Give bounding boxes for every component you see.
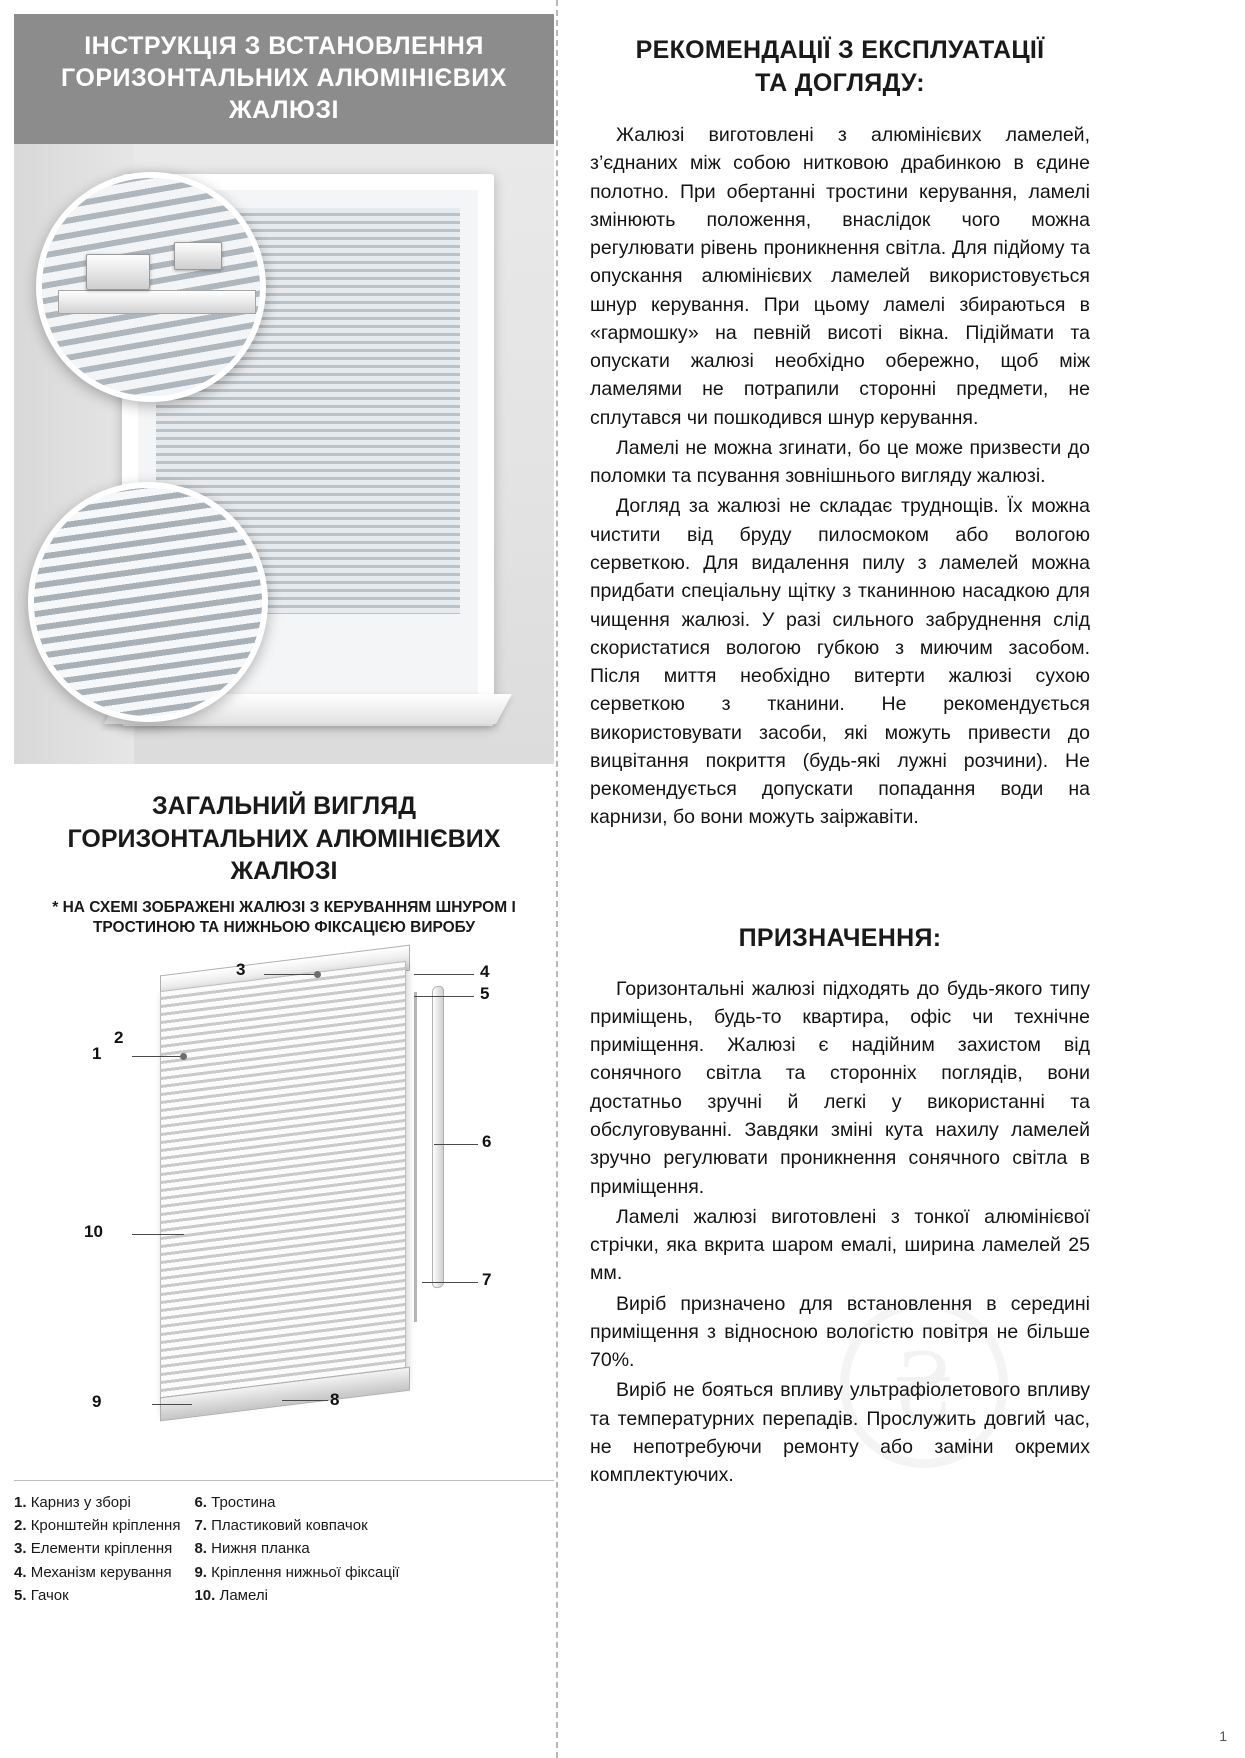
left-column [14, 14, 554, 1607]
legend-number: 3. [14, 1540, 27, 1558]
legend-item [14, 1491, 180, 1514]
overview-title-line2: ГОРИЗОНТАЛЬНИХ АЛЮМІНІЄВИХ [67, 824, 501, 853]
care-paragraph: Догляд за жалюзі не складає труднощів. Їх можна чистити від бруду пилосмоком або вологою серветкою. Для видалення пилу з ламелей можна придбати спеціальну щітку з тканинною насадкою для чищення жалюзі. У разі сильного забруднення слід скористатися вологою губкою з миючим засобом. Після миття необхідно витерти жалюзі сухою серветкою з тканини. Не рекомендується використовувати засоби, які можуть привести до вицвітання покриття (будь-які лужні розчини). Не рекомендується допускати попадання води на карнизи, бо вони можуть заіржавіти. [590, 495, 1090, 829]
legend-text: Гачок [30, 1586, 69, 1604]
fold-line [556, 0, 558, 1758]
care-title-line2: ТА ДОГЛЯДУ: [755, 68, 925, 97]
legend-number: 9. [194, 1563, 207, 1581]
legend-number: 4. [14, 1563, 27, 1581]
legend-text: Нижня планка [211, 1540, 310, 1558]
care-paragraph: Ламелі не можна згинати, бо це може призвести до поломки та псування зовнішнього вигляду жалюзі. [590, 436, 1090, 488]
callout-9: 9 [92, 1391, 102, 1411]
diagram-wand [432, 985, 444, 1288]
legend-item [194, 1514, 399, 1537]
leader-6 [434, 1144, 478, 1145]
legend-column-right [194, 1491, 399, 1607]
instruction-header-line2: ГОРИЗОНТАЛЬНИХ АЛЮМІНІЄВИХ [61, 64, 507, 92]
diagram-slats [160, 961, 406, 1413]
legend-text: Тростина [211, 1493, 276, 1511]
legend-number: 7. [194, 1517, 207, 1535]
mounting-bracket-1 [86, 254, 150, 290]
detail-slats-top [36, 172, 266, 402]
overview-subtitle [14, 898, 554, 938]
callout-4: 4 [480, 961, 490, 981]
leader-9 [152, 1404, 192, 1405]
overview-title-line3: ЖАЛЮЗІ [230, 857, 338, 885]
care-title [590, 34, 1090, 99]
leader-1-2 [132, 1056, 184, 1057]
diagram-legend [14, 1480, 554, 1607]
legend-item [14, 1514, 180, 1537]
page-number: 1 [1219, 1728, 1227, 1744]
legend-number: 6. [194, 1493, 207, 1511]
purpose-paragraph: Виріб призначено для встановлення в середині приміщення з відносною вологістю повітря не більше 70%. [590, 1292, 1090, 1372]
legend-number: 5. [14, 1586, 27, 1604]
care-paragraph: Жалюзі виготовлені з алюмінієвих ламелей, з’єднаних між собою нитковою драбинкою в єдине полотно. При обертанні тростини керування, ламелі змінюють положення, внаслідок чого можна регулювати рівень проникнення світла. Для підйому та опускання алюмінієвих ламелей використовується шнур керування. При цьому ламелі збираються в «гармошку» на певній висоті вікна. Підіймати та опускати жалюзі необхідно обережно, щоб між ламелями не потрапили сторонні предмети, не сплутався чи пошкодився шнур керування. [590, 124, 1090, 429]
right-column [590, 34, 1090, 1491]
callout-8: 8 [330, 1389, 340, 1409]
legend-number: 10. [194, 1586, 216, 1604]
purpose-paragraph: Виріб не бояться впливу ультрафіолетового впливу та температурних перепадів. Прослужить довгий час, не непотребуючи ремонту або заміни окремих комплектуючих. [590, 1379, 1090, 1487]
callout-3: 3 [236, 959, 246, 979]
legend-text: Кронштейн кріплення [30, 1517, 181, 1535]
callout-2: 2 [114, 1027, 124, 1047]
callout-10: 10 [84, 1221, 103, 1241]
purpose-paragraph: Ламелі жалюзі виготовлені з тонкої алюмінієвої стрічки, яка вкрита шаром емалі, ширина ламелей 25 мм. [590, 1205, 1090, 1285]
blind-diagram [14, 952, 554, 1472]
legend-item [194, 1561, 399, 1584]
headrail [58, 290, 256, 314]
installation-photo [14, 144, 554, 764]
legend-number: 2. [14, 1517, 27, 1535]
callout-7: 7 [482, 1269, 492, 1289]
legend-column-left [14, 1491, 180, 1607]
callout-1: 1 [92, 1043, 102, 1063]
callout-5: 5 [480, 983, 490, 1003]
detail-circle-bottom [28, 482, 268, 722]
leader-3 [264, 974, 318, 975]
legend-text: Кріплення нижньої фіксації [211, 1563, 400, 1581]
mounting-bracket-2 [174, 242, 222, 270]
leader-dot-1 [180, 1053, 187, 1060]
watermark-bottom: ₴ [840, 1300, 1008, 1468]
overview-subtitle-line2: ТРОСТИНОЮ ТА НИЖНЬОЮ ФІКСАЦІЄЮ ВИРОБУ [92, 918, 476, 936]
legend-text: Карниз у зборі [30, 1493, 131, 1511]
purpose-paragraph: Горизонтальні жалюзі підходять до будь-якого типу приміщень, будь-то квартира, офіс чи технічне приміщення. Жалюзі є надійним захистом від сонячного світла та сторонніх поглядів, вони достатньо зручні й легкі у використанні та обслуговуванні. Завдяки зміні кута нахилу ламелей зручно регулювати проникнення сонячного світла в приміщення. [590, 977, 1090, 1198]
overview-title-line1: ЗАГАЛЬНИЙ ВИГЛЯД [151, 792, 416, 820]
legend-text: Ламелі [219, 1586, 268, 1604]
legend-item [14, 1584, 180, 1607]
callout-6: 6 [482, 1131, 492, 1151]
overview-subtitle-line1: * НА СХЕМІ ЗОБРАЖЕНІ ЖАЛЮЗІ З КЕРУВАННЯМ ШНУРОМ І [52, 898, 516, 916]
overview-title [14, 790, 554, 888]
leader-5 [414, 996, 474, 997]
legend-number: 1. [14, 1493, 27, 1511]
legend-item [194, 1491, 399, 1514]
instruction-header-line1: ІНСТРУКЦІЯ З ВСТАНОВЛЕННЯ [84, 32, 484, 60]
care-title-line1: РЕКОМЕНДАЦІЇ З ЕКСПЛУАТАЦІЇ [635, 36, 1045, 64]
legend-item [14, 1561, 180, 1584]
detail-circle-top [36, 172, 266, 402]
legend-number: 8. [194, 1540, 207, 1558]
care-body [590, 121, 1090, 832]
instruction-header-line3: ЖАЛЮЗІ [229, 96, 339, 124]
detail-slats-bottom [28, 482, 268, 722]
leader-8 [282, 1400, 328, 1401]
diagram-cord [414, 992, 417, 1322]
leader-4 [414, 974, 474, 975]
legend-item [14, 1537, 180, 1560]
legend-text: Механізм керування [30, 1563, 172, 1581]
legend-item [194, 1584, 399, 1607]
purpose-title: ПРИЗНАЧЕННЯ: [738, 923, 942, 952]
leader-10 [132, 1234, 184, 1235]
legend-text: Пластиковий ковпачок [211, 1517, 368, 1535]
purpose-body [590, 975, 1090, 1490]
legend-text: Елементи кріплення [30, 1540, 173, 1558]
leader-7 [422, 1282, 478, 1283]
legend-item [194, 1537, 399, 1560]
leader-dot-3 [314, 971, 321, 978]
instruction-header [14, 14, 554, 144]
